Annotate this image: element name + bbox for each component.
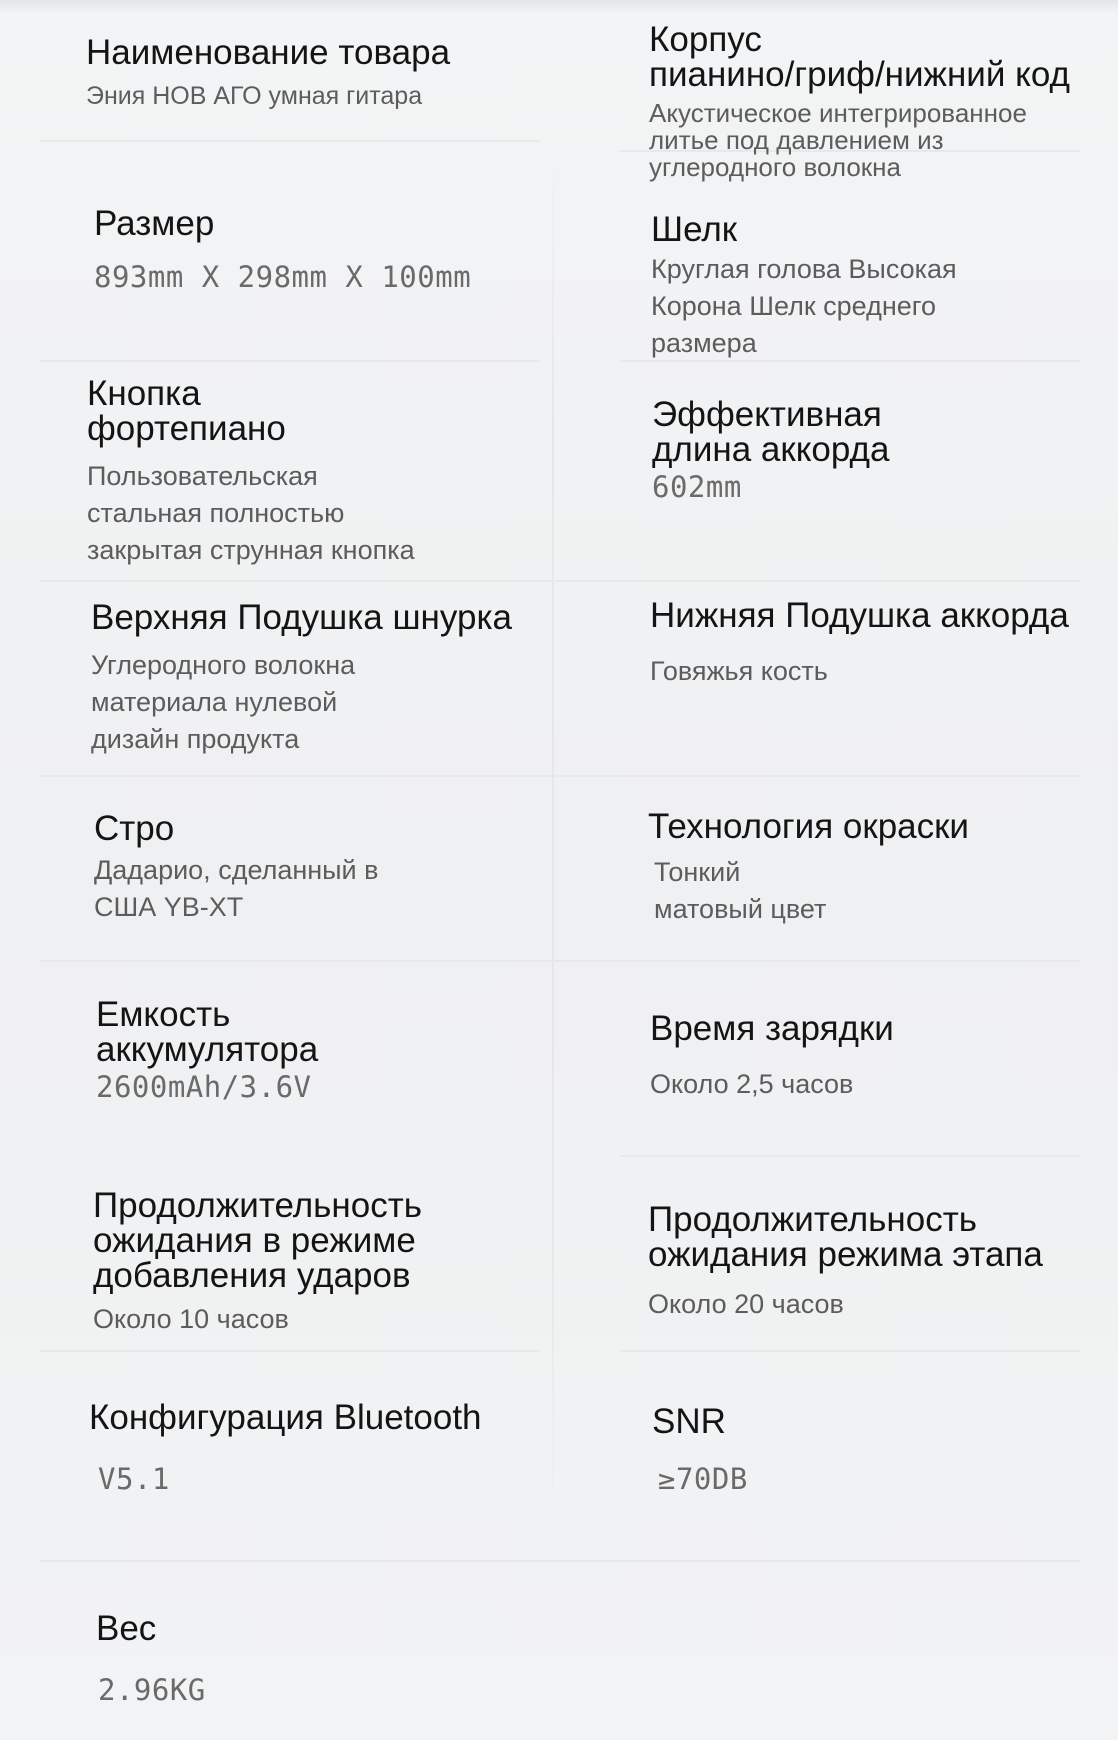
spec-label: Верхняя Подушка шнурка: [91, 598, 512, 637]
spec-paint-technology: [648, 809, 1108, 928]
spec-bluetooth: [89, 1400, 549, 1498]
spec-value: ≥70DB: [658, 1462, 748, 1496]
row-divider: [620, 1155, 1080, 1157]
spec-weight: [96, 1611, 546, 1709]
spec-product-name: [86, 35, 546, 115]
row-divider: [620, 1350, 1080, 1352]
row-divider: [40, 360, 540, 362]
spec-standby-beat-mode: [93, 1188, 543, 1338]
spec-label: Конфигурация Bluetooth: [89, 1398, 482, 1437]
spec-bottom-saddle: [650, 598, 1110, 690]
spec-battery-capacity: [96, 997, 546, 1106]
spec-strings: [94, 811, 544, 926]
row-divider: [40, 775, 1080, 777]
spec-value: Пользовательская стальная полностью закрытая струнная кнопка: [87, 461, 415, 565]
spec-snr: [652, 1404, 1112, 1498]
spec-effective-chord-length: [652, 397, 1082, 506]
spec-charging-time: [650, 1011, 1110, 1103]
spec-value: Около 2,5 часов: [650, 1069, 854, 1099]
row-divider: [40, 1350, 540, 1352]
spec-value: Около 20 часов: [648, 1289, 844, 1319]
spec-value: Говяжья кость: [650, 656, 828, 686]
spec-size: [94, 206, 544, 296]
spec-label: Корпус пианино/гриф/нижний код: [649, 20, 1070, 94]
spec-label: Кнопка фортепиано: [87, 374, 286, 448]
spec-label: Технология окраски: [648, 807, 969, 846]
spec-value: 602mm: [652, 470, 742, 504]
spec-label: Продолжительность ожидания в режиме добавления ударов: [93, 1186, 422, 1295]
spec-value: 2.96KG: [98, 1673, 206, 1707]
spec-label: Время зарядки: [650, 1009, 894, 1048]
spec-label: SNR: [652, 1402, 726, 1441]
spec-value: Тонкий матовый цвет: [654, 857, 827, 924]
spec-label: Нижняя Подушка аккорда: [650, 596, 1069, 635]
spec-value: V5.1: [98, 1462, 170, 1496]
spec-value: Углеродного волокна материала нулевой дизайн продукта: [91, 650, 356, 754]
spec-top-nut: [91, 600, 551, 758]
row-divider: [40, 580, 1080, 582]
row-divider: [40, 960, 1080, 962]
spec-value: Акустическое интегрированное литье под давлением из углеродного волокна: [649, 98, 1027, 182]
row-divider: [40, 140, 540, 142]
spec-label: Шелк: [651, 210, 738, 249]
spec-value: Дадарио, сделанный в США YB-XT: [94, 855, 379, 922]
spec-value: Эния НОВ АГО умная гитара: [86, 82, 423, 110]
spec-value: 893mm X 298mm X 100mm: [94, 260, 472, 294]
spec-label: Наименование товара: [86, 33, 451, 72]
spec-silk: [651, 212, 1081, 362]
spec-value: 2600mAh/3.6V: [96, 1070, 312, 1104]
spec-piano-button: [87, 376, 537, 569]
spec-label: Емкость аккумулятора: [96, 995, 319, 1069]
spec-value: Круглая голова Высокая Корона Шелк среднего размера: [651, 254, 957, 358]
spec-label: Продолжительность ожидания режима этапа: [648, 1200, 1043, 1274]
column-divider: [552, 150, 554, 1530]
spec-label: Вес: [96, 1609, 157, 1648]
row-divider: [40, 1560, 1080, 1562]
spec-label: Стро: [94, 809, 175, 848]
spec-label: Размер: [94, 204, 215, 243]
spec-label: Эффективная длина аккорда: [652, 395, 890, 469]
spec-standby-stage-mode: [648, 1202, 1108, 1323]
spec-value: Около 10 часов: [93, 1304, 289, 1334]
spec-body: [649, 22, 1109, 181]
top-fade: [0, 0, 1118, 14]
